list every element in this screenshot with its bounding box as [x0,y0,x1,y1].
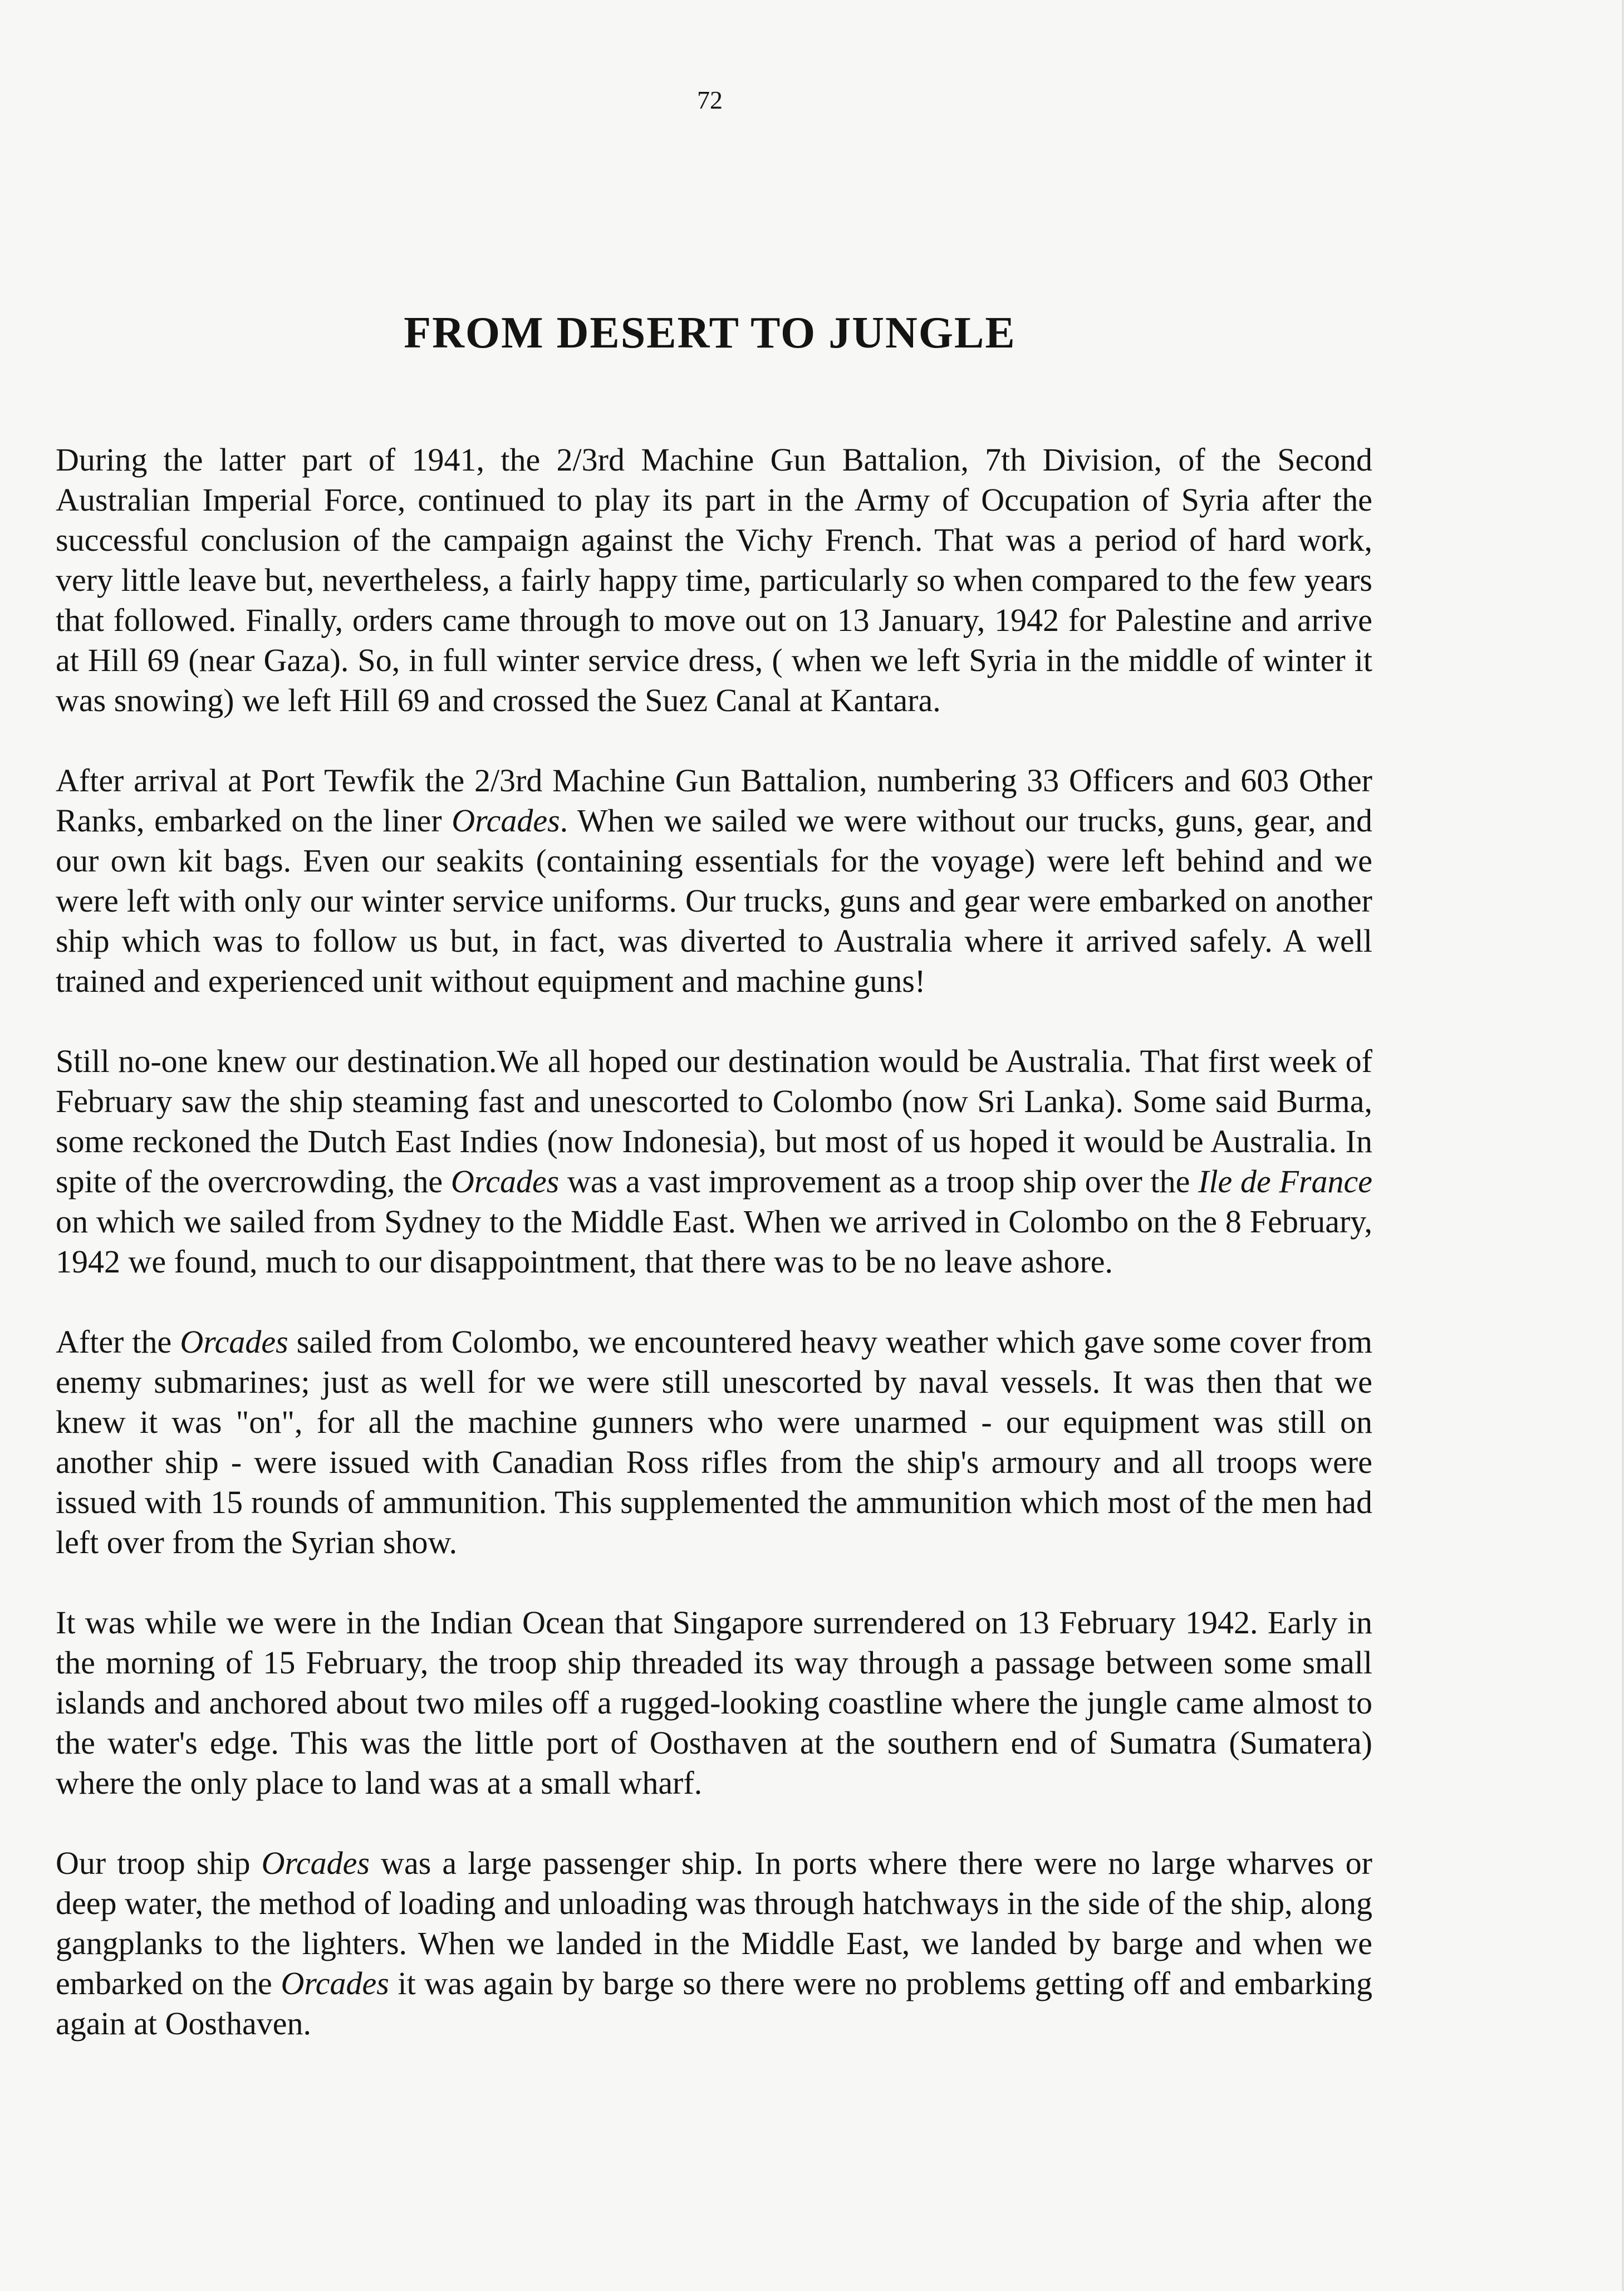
text-run: After the [56,1324,180,1360]
paragraph [56,440,1372,721]
paragraph [56,1603,1372,1803]
scan-edge [1622,0,1624,2291]
italic-ship-name: Orcades [261,1845,370,1881]
text-run: Still no-one knew our destination.We all hoped our destination would be Australia. That first week of February saw the ship steaming fast and unescorted to Colombo (now Sri Lanka). Some said Burma, some reckoned the Dutch East Indies (now Indonesia), but most of us hoped it would be Australia. In spite of the overcrowding, the [56,1043,1372,1200]
page-number: 72 [697,86,723,114]
text-run: was a large passenger ship. In ports where there were no large wharves or deep water, the method of loading and unloading was through hatchways in the side of the ship, along gangplanks to the lighters. When we landed in the Middle East, we landed by barge and when we embarked on the [56,1845,1372,2001]
text-run: sailed from Colombo, we encountered heavy weather which gave some cover from enemy submarines; just as well for we were still unescorted by naval vessels. It was then that we knew it was "on", for all the machine gunners who were unarmed - our equipment was still on another ship - were issued with Canadian Ross rifles from the ship's armoury and all troops were issued with 15 rounds of ammunition. This supplemented the ammunition which most of the men had left over from the Syrian show. [56,1324,1372,1560]
italic-ship-name: Orcades [452,802,560,839]
italic-ship-name: Ile de France [1198,1163,1373,1200]
text-run: During the latter part of 1941, the 2/3rd Machine Gun Battalion, 7th Division, of the Second Australian Imperial Force, continued to play its part in the Army of Occupation of Syria after the successful conclusion of the campaign against the Vichy French. That was a period of hard work, very little leave but, nevertheless, a fairly happy time, particularly so when compared to the few years that followed. Finally, orders came through to move out on 13 January, 1942 for Palestine and arrive at Hill 69 (near Gaza). So, in full winter service dress, ( when we left Syria in the middle of winter it was snowing) we left Hill 69 and crossed the Suez Canal at Kantara. [56,442,1372,718]
body-text [56,440,1372,2084]
text-run: . When we sailed we were without our trucks, guns, gear, and our own kit bags. Even our seakits (containing essentials for the voyage) were left behind and we were left with only our winter service uniforms. Our trucks, guns and gear were embarked on another ship which was to follow us but, in fact, was diverted to Australia where it arrived safely. A well trained and experienced unit without equipment and machine guns! [56,802,1372,999]
text-run: on which we sailed from Sydney to the Middle East. When we arrived in Colombo on the 8 February, 1942 we found, much to our disappointment, that there was to be no leave ashore. [56,1203,1372,1280]
paragraph [56,1322,1372,1563]
text-run: After arrival at Port Tewfik the 2/3rd Machine Gun Battalion, numbering 33 Officers and 603 Other Ranks, embarked on the liner [56,762,1372,839]
text-run: was a vast improvement as a troop ship over the [559,1163,1199,1200]
paragraph [56,1041,1372,1282]
italic-ship-name: Orcades [180,1324,288,1360]
text-run: Our troop ship [56,1845,262,1881]
chapter-title: FROM DESERT TO JUNGLE [404,309,1016,358]
text-run: It was while we were in the Indian Ocean that Singapore surrendered on 13 February 1942. Early in the morning of 15 February, the troop ship threaded its way through a passage between some small islands and anchored about two miles off a rugged-looking coastline where the jungle came almost to the water's edge. This was the little port of Oosthaven at the southern end of Sumatra (Sumatera) where the only place to land was at a small wharf. [56,1604,1372,1801]
paragraph [56,761,1372,1001]
italic-ship-name: Orcades [450,1163,560,1200]
paragraph [56,1843,1372,2044]
italic-ship-name: Orcades [281,1965,389,2001]
text-run: it was again by barge so there were no problems getting off and embarking again at Oosthaven. [56,1965,1372,2042]
